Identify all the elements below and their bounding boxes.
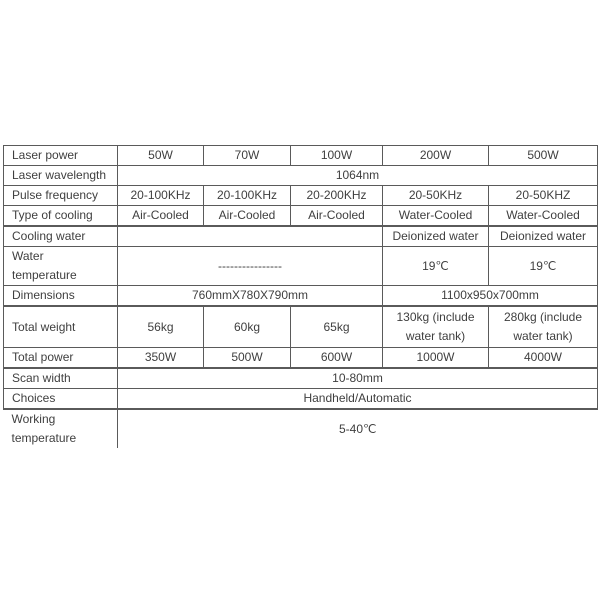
cell: 20-100KHz xyxy=(118,186,204,206)
cell: 500W xyxy=(489,146,598,166)
cell xyxy=(118,226,383,247)
cell: 19℃ xyxy=(489,247,598,286)
table-row-water-temperature xyxy=(4,247,598,286)
row-label: Working temperature xyxy=(4,409,118,448)
cell: 70W xyxy=(204,146,291,166)
cell: 1064nm xyxy=(118,166,598,186)
table-row-total-power xyxy=(4,348,598,369)
cell: 20-50KHZ xyxy=(489,186,598,206)
table-row-cooling-water xyxy=(4,226,598,247)
cell: 20-50KHz xyxy=(383,186,489,206)
cell: Water-Cooled xyxy=(489,206,598,227)
cell: 19℃ xyxy=(383,247,489,286)
cell: Deionized water xyxy=(383,226,489,247)
row-label: Laser wavelength xyxy=(4,166,118,186)
row-label: Cooling water xyxy=(4,226,118,247)
row-label: Dimensions xyxy=(4,286,118,307)
cell: 65kg xyxy=(291,306,383,348)
cell: 60kg xyxy=(204,306,291,348)
row-label: Scan width xyxy=(4,368,118,389)
cell: Air-Cooled xyxy=(204,206,291,227)
row-label: Pulse frequency xyxy=(4,186,118,206)
row-label: Water temperature xyxy=(4,247,118,286)
cell: 50W xyxy=(118,146,204,166)
table-row-total-weight xyxy=(4,306,598,348)
cell: 1100x950x700mm xyxy=(383,286,598,307)
cell: 600W xyxy=(291,348,383,369)
cell: Air-Cooled xyxy=(291,206,383,227)
row-label: Type of cooling xyxy=(4,206,118,227)
cell: 500W xyxy=(204,348,291,369)
row-label: Total weight xyxy=(4,306,118,348)
cell: 20-200KHz xyxy=(291,186,383,206)
spec-table xyxy=(3,145,598,448)
row-label: Laser power xyxy=(4,146,118,166)
cell: Handheld/Automatic xyxy=(118,389,598,410)
cell: 56kg xyxy=(118,306,204,348)
cell: 760mmX780X790mm xyxy=(118,286,383,307)
cell: 200W xyxy=(383,146,489,166)
cell: Water-Cooled xyxy=(383,206,489,227)
table-row-type-of-cooling xyxy=(4,206,598,227)
table-row-working-temperature xyxy=(4,409,598,448)
row-label: Choices xyxy=(4,389,118,410)
table-row-dimensions xyxy=(4,286,598,307)
cell: 130kg (include water tank) xyxy=(383,306,489,348)
cell: 350W xyxy=(118,348,204,369)
cell: 5-40℃ xyxy=(118,409,598,448)
cell: 20-100KHz xyxy=(204,186,291,206)
table-row-laser-wavelength xyxy=(4,166,598,186)
cell: 100W xyxy=(291,146,383,166)
cell: 280kg (include water tank) xyxy=(489,306,598,348)
table-row-laser-power xyxy=(4,146,598,166)
table-row-pulse-frequency xyxy=(4,186,598,206)
cell: ---------------- xyxy=(118,247,383,286)
cell: Deionized water xyxy=(489,226,598,247)
cell: 4000W xyxy=(489,348,598,369)
cell: 10-80mm xyxy=(118,368,598,389)
row-label: Total power xyxy=(4,348,118,369)
cell: 1000W xyxy=(383,348,489,369)
table-row-choices xyxy=(4,389,598,410)
table-row-scan-width xyxy=(4,368,598,389)
cell: Air-Cooled xyxy=(118,206,204,227)
